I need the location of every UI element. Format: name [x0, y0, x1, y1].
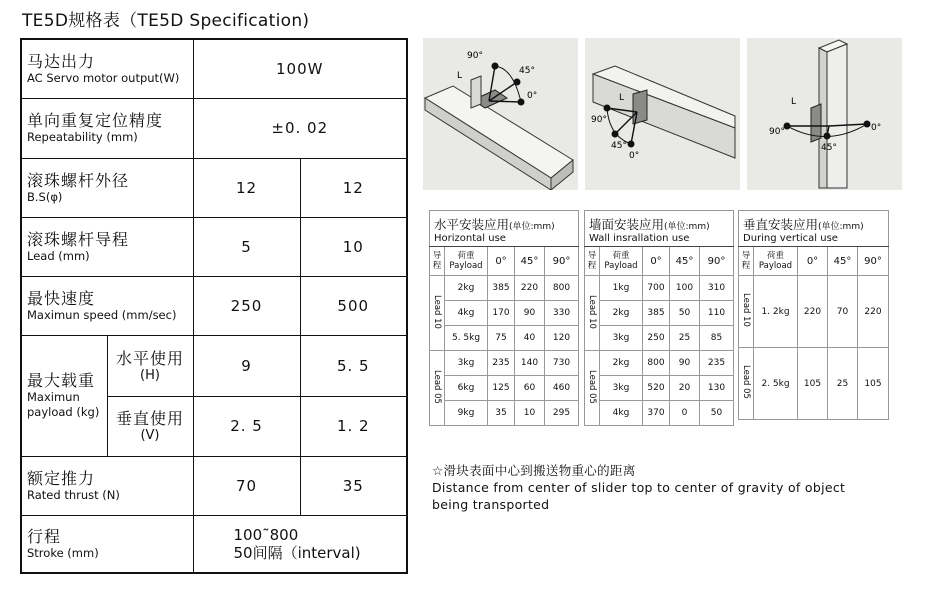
- payload-label-en-2: payload (kg): [27, 405, 100, 419]
- speed-value-2: 500: [300, 276, 407, 335]
- payload-label-zh: 最大载重: [27, 371, 96, 390]
- thrust-label-zh: 额定推力: [27, 468, 96, 488]
- spec-table: [20, 38, 408, 574]
- gravity-point-icon: [864, 121, 871, 128]
- diagram-label-45: 45°: [611, 141, 627, 151]
- vertical-unit: (单位:mm): [818, 222, 864, 232]
- value-cell: 385: [488, 276, 515, 301]
- value-cell: 70: [828, 276, 858, 348]
- wall-unit: (单位:mm): [664, 222, 710, 232]
- diagram-label-l: L: [619, 93, 625, 103]
- bs-label-en: B.S(φ): [27, 189, 63, 204]
- value-cell: 310: [700, 276, 734, 301]
- lead-05-label: Lead 05: [587, 369, 597, 404]
- spec-row-motor: [21, 39, 407, 98]
- col-payload-header-zh: 荷重: [612, 251, 630, 261]
- diagram-label-l: L: [791, 97, 797, 107]
- vertical-load-table: [738, 210, 889, 420]
- diagram-label-90: 90°: [591, 115, 607, 125]
- lead-10-label: Lead 10: [741, 293, 751, 327]
- payload-h-value-1: 9: [193, 335, 300, 396]
- payload-cell: 4kg: [445, 301, 488, 326]
- payload-cell: 4kg: [600, 401, 643, 426]
- wall-load-table: [584, 210, 734, 426]
- payload-label-en-1: Maximun: [27, 390, 80, 404]
- horizontal-mount-image: [423, 38, 578, 190]
- stroke-label-en: Stroke (mm): [27, 545, 99, 560]
- col-45-header: 45°: [828, 247, 858, 276]
- col-90-header: 90°: [700, 247, 734, 276]
- lead-label-en: Lead (mm): [27, 248, 90, 263]
- payload-cell: 2kg: [445, 276, 488, 301]
- value-cell: 460: [545, 376, 579, 401]
- value-cell: 250: [643, 326, 670, 351]
- value-cell: 370: [643, 401, 670, 426]
- value-cell: 90: [515, 301, 545, 326]
- gravity-distance-note: [432, 462, 845, 513]
- payload-cell: 2kg: [600, 351, 643, 376]
- table-row: [430, 326, 579, 351]
- table-row: [585, 276, 734, 301]
- wall-title-en: Wall insrallation use: [589, 233, 690, 244]
- value-cell: 60: [515, 376, 545, 401]
- col-0-header: 0°: [488, 247, 515, 276]
- value-cell: 130: [700, 376, 734, 401]
- lead-10-label: Lead 10: [587, 294, 597, 329]
- value-cell: 235: [700, 351, 734, 376]
- spec-row-speed: [21, 276, 407, 335]
- table-row: [430, 376, 579, 401]
- value-cell: 110: [700, 301, 734, 326]
- value-cell: 120: [545, 326, 579, 351]
- spec-row-payload-h: [21, 335, 407, 396]
- gravity-point-icon: [518, 99, 525, 106]
- wall-mount-image: [585, 38, 740, 190]
- payload-cell: 9kg: [445, 401, 488, 426]
- col-0-header: 0°: [643, 247, 670, 276]
- table-row: [585, 326, 734, 351]
- payload-cell: 3kg: [445, 351, 488, 376]
- horizontal-load-table: [429, 210, 579, 426]
- payload-v-value-2: 1. 2: [300, 396, 407, 456]
- payload-v-label-zh: 垂直使用: [115, 409, 184, 428]
- col-45-header: 45°: [670, 247, 700, 276]
- gravity-point-icon: [492, 63, 499, 70]
- value-cell: 0: [670, 401, 700, 426]
- payload-cell: 1kg: [600, 276, 643, 301]
- value-cell: 25: [828, 348, 858, 420]
- value-cell: 105: [798, 348, 828, 420]
- value-cell: 700: [643, 276, 670, 301]
- table-row: [430, 351, 579, 376]
- lead-label-zh: 滚珠螺杆导程: [27, 229, 130, 249]
- value-cell: 75: [488, 326, 515, 351]
- diagram-label-0: 0°: [629, 151, 640, 161]
- payload-h-label-zh: 水平使用: [115, 348, 184, 368]
- col-0-header: 0°: [798, 247, 828, 276]
- motor-value: 100W: [193, 39, 407, 98]
- diagram-label-45: 45°: [519, 66, 535, 76]
- lead-05-label: Lead 05: [741, 365, 751, 399]
- value-cell: 235: [488, 351, 515, 376]
- table-row: [430, 401, 579, 426]
- col-payload-header-en: Payload: [449, 261, 483, 271]
- gravity-point-icon: [612, 131, 619, 138]
- value-cell: 220: [798, 276, 828, 348]
- lead-10-label: Lead 10: [432, 294, 442, 329]
- spec-row-repeatability: [21, 98, 407, 158]
- table-row: [430, 301, 579, 326]
- col-90-header: 90°: [858, 247, 889, 276]
- col-lead-header: 导程: [430, 247, 445, 276]
- spec-row-thrust: [21, 456, 407, 515]
- payload-cell: 3kg: [600, 376, 643, 401]
- thrust-value-2: 35: [300, 456, 407, 515]
- table-row: [585, 401, 734, 426]
- col-90-header: 90°: [545, 247, 579, 276]
- value-cell: 730: [545, 351, 579, 376]
- gravity-point-icon: [824, 133, 831, 140]
- payload-v-value-1: 2. 5: [193, 396, 300, 456]
- table-row: [739, 348, 889, 420]
- speed-label-zh: 最快速度: [27, 288, 96, 308]
- stroke-value-interval: 50间隔（interval): [233, 543, 361, 562]
- lead-05-label: Lead 05: [432, 369, 442, 404]
- value-cell: 140: [515, 351, 545, 376]
- payload-cell: 3kg: [600, 326, 643, 351]
- diagram-label-l: L: [457, 71, 463, 81]
- horizontal-unit: (单位:mm): [509, 222, 555, 232]
- diagram-label-90: 90°: [467, 51, 483, 61]
- value-cell: 220: [515, 276, 545, 301]
- spec-row-stroke: [21, 515, 407, 573]
- stroke-value-range: 100˜800: [233, 525, 299, 544]
- lead-value-2: 10: [300, 217, 407, 276]
- col-payload-header-zh: 荷重: [457, 251, 475, 261]
- col-payload-header-en: Payload: [604, 261, 638, 271]
- horizontal-title-zh: 水平安装应用: [434, 217, 510, 232]
- payload-h-label-en: (H): [140, 367, 160, 383]
- gravity-point-icon: [514, 79, 521, 86]
- value-cell: 105: [858, 348, 889, 420]
- table-row: [585, 376, 734, 401]
- repeatability-value: ±0. 02: [193, 98, 407, 158]
- motor-label-en: AC Servo motor output(W): [27, 70, 180, 85]
- payload-h-value-2: 5. 5: [300, 335, 407, 396]
- value-cell: 385: [643, 301, 670, 326]
- value-cell: 220: [858, 276, 889, 348]
- value-cell: 10: [515, 401, 545, 426]
- gravity-point-icon: [628, 141, 635, 148]
- value-cell: 50: [700, 401, 734, 426]
- col-payload-header-en: Payload: [758, 261, 793, 271]
- table-row: [585, 301, 734, 326]
- stroke-label-zh: 行程: [27, 526, 62, 546]
- value-cell: 85: [700, 326, 734, 351]
- col-lead-header: 导程: [739, 247, 754, 276]
- diagram-label-0: 0°: [871, 123, 882, 133]
- vertical-mount-image: [747, 38, 902, 190]
- value-cell: 100: [670, 276, 700, 301]
- value-cell: 40: [515, 326, 545, 351]
- horizontal-title-en: Horizontal use: [434, 233, 506, 244]
- repeatability-label-en: Repeatability (mm): [27, 130, 138, 144]
- diagram-label-90: 90°: [769, 127, 785, 137]
- vertical-title-zh: 垂直安装应用: [743, 217, 819, 232]
- payload-cell: 6kg: [445, 376, 488, 401]
- vertical-title-en: During vertical use: [743, 233, 838, 244]
- value-cell: 50: [670, 301, 700, 326]
- note-en-1: Distance from center of slider top to center of gravity of object: [432, 480, 846, 495]
- payload-v-label-en: (V): [140, 428, 160, 443]
- payload-cell: 2. 5kg: [754, 348, 798, 420]
- thrust-value-1: 70: [193, 456, 300, 515]
- thrust-label-en: Rated thrust (N): [27, 487, 120, 502]
- col-45-header: 45°: [515, 247, 545, 276]
- diagram-label-45: 45°: [821, 143, 837, 153]
- table-row: [430, 276, 579, 301]
- bs-label-zh: 滚珠螺杆外径: [27, 170, 130, 190]
- col-lead-header: 导程: [585, 247, 600, 276]
- payload-cell: 5. 5kg: [445, 326, 488, 351]
- value-cell: 800: [545, 276, 579, 301]
- value-cell: 25: [670, 326, 700, 351]
- note-zh: ☆滑块表面中心到搬送物重心的距离: [432, 463, 636, 478]
- value-cell: 295: [545, 401, 579, 426]
- speed-value-1: 250: [193, 276, 300, 335]
- value-cell: 330: [545, 301, 579, 326]
- table-row: [585, 351, 734, 376]
- spec-row-lead: [21, 217, 407, 276]
- spec-row-bs: [21, 158, 407, 217]
- payload-cell: 1. 2kg: [754, 276, 798, 348]
- repeatability-label-zh: 单向重复定位精度: [27, 111, 164, 130]
- gravity-point-icon: [604, 105, 611, 112]
- page-title: TE5D规格表（TE5D Specification): [22, 11, 310, 31]
- value-cell: 20: [670, 376, 700, 401]
- motor-label-zh: 马达出力: [27, 51, 96, 71]
- value-cell: 35: [488, 401, 515, 426]
- value-cell: 90: [670, 351, 700, 376]
- wall-title-zh: 墙面安装应用: [589, 217, 665, 232]
- diagram-label-0: 0°: [527, 91, 538, 101]
- speed-label-en: Maximun speed (mm/sec): [27, 307, 177, 322]
- bs-value-1: 12: [193, 158, 300, 217]
- table-row: [739, 276, 889, 348]
- value-cell: 125: [488, 376, 515, 401]
- value-cell: 800: [643, 351, 670, 376]
- payload-cell: 2kg: [600, 301, 643, 326]
- note-en-2: being transported: [432, 497, 550, 512]
- col-payload-header-zh: 荷重: [766, 251, 784, 261]
- lead-value-1: 5: [193, 217, 300, 276]
- value-cell: 170: [488, 301, 515, 326]
- value-cell: 520: [643, 376, 670, 401]
- bs-value-2: 12: [300, 158, 407, 217]
